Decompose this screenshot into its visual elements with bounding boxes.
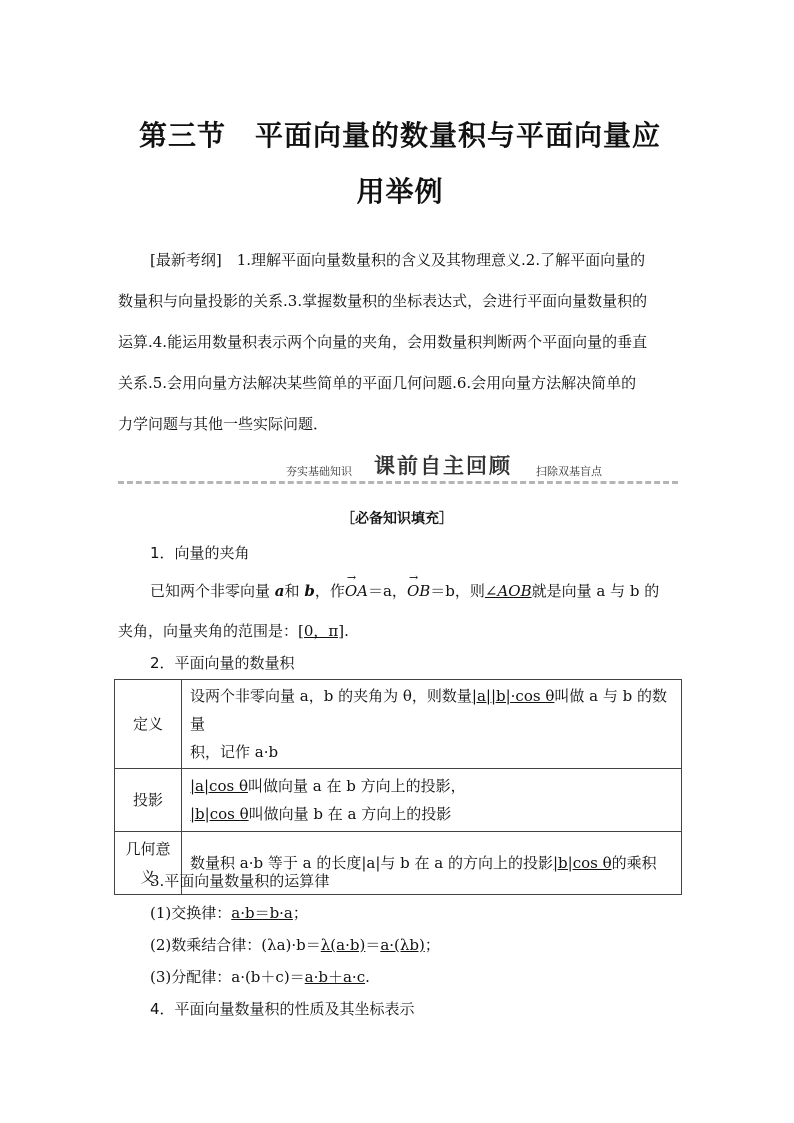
syllabus-line: 力学问题与其他一些实际问题． [118, 415, 329, 433]
syllabus-line: [最新考纲] 1.理解平面向量数量积的含义及其物理意义.2.了解平面向量的 [150, 251, 646, 269]
row-label: 几何意义 [115, 832, 182, 895]
section-heading: ［必备知识填充］ [341, 511, 453, 527]
banner-left-caption: 夯实基础知识 [286, 465, 352, 478]
row-content: 设两个非零向量 a，b 的夹角为 θ，则数量|a||b|·cos θ叫做 a 与 b 的数量 积，记作 a·b [182, 680, 682, 769]
row-content: 数量积 a·b 等于 a 的长度|a|与 b 在 a 的方向上的投影|b|cos θ的乘积 [182, 832, 682, 895]
banner-right-caption: 扫除双基盲点 [536, 465, 602, 478]
law-distributive: (3)分配律：a·(b＋c)＝a·b＋a·c. [150, 968, 370, 986]
syllabus-line: 关系.5.会用向量方法解决某些简单的平面几何问题.6.会用向量方法解决简单的 [118, 374, 637, 392]
item1-line2: 夹角，向量夹角的范围是：[0，π]. [118, 622, 349, 640]
angle-range: [0，π] [298, 622, 345, 640]
item1-heading: 1．向量的夹角 [150, 544, 250, 562]
row-content: |a|cos θ叫做向量 a 在 b 方向上的投影， |b|cos θ叫做向量 b 在 a 方向上的投影 [182, 769, 682, 832]
banner-title: 课前自主回顾 [374, 454, 512, 478]
page-title-line-1: 第三节 平面向量的数量积与平面向量应 [138, 119, 661, 152]
table-row [115, 680, 682, 769]
item2-heading: 2．平面向量的数量积 [150, 654, 295, 672]
syllabus-paragraph [118, 240, 678, 445]
syllabus-line: 数量积与向量投影的关系.3.掌握数量积的坐标表达式，会进行平面向量数量积的 [118, 292, 648, 310]
syllabus-line: 运算.4.能运用数量积表示两个向量的夹角，会用数量积判断两个平面向量的垂直 [118, 333, 648, 351]
item4-heading: 4．平面向量数量积的性质及其坐标表示 [150, 1000, 415, 1018]
angle-aob: ∠AOB [484, 582, 532, 600]
table-row [115, 769, 682, 832]
banner-dashed-rule [118, 481, 678, 484]
page-title-line-2: 用举例 [356, 175, 444, 208]
item3-heading: 3.平面向量数量积的运算律 [150, 872, 330, 890]
item1-line1: 已知两个非零向量 a和 b，作→ OA＝a，→ OB＝b，则∠AOB就是向量 a 与 b 的 [150, 580, 659, 601]
row-label: 定义 [115, 680, 182, 769]
row-label: 投影 [115, 769, 182, 832]
law-scalar-associative: (2)数乘结合律：(λa)·b＝λ(a·b)＝a·(λb)； [150, 936, 440, 954]
vector-ob: → OB [407, 582, 430, 600]
dot-product-table [114, 679, 682, 895]
section-banner [118, 450, 678, 490]
law-commutative: (1)交换律：a·b＝b·a； [150, 904, 308, 922]
vector-oa: → OA [345, 582, 368, 600]
